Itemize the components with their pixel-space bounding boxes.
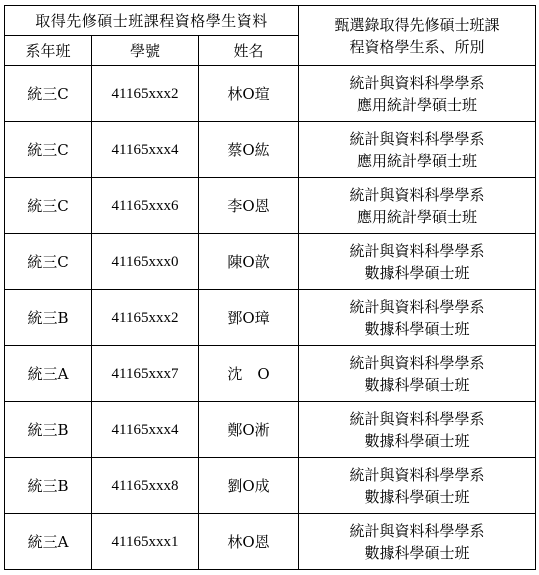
name-cell: 沈 O — [199, 346, 299, 402]
group-title: 取得先修碩士班課程資格學生資料 — [5, 6, 299, 36]
class-cell: 統三C — [5, 66, 92, 122]
dept-cell — [299, 514, 536, 570]
student-id-cell: 41165xxx2 — [92, 290, 199, 346]
table-row — [5, 346, 536, 402]
table-row — [5, 458, 536, 514]
table-row — [5, 402, 536, 458]
dept-line: 統計與資料科學學系 — [349, 73, 485, 92]
class-cell: 統三A — [5, 346, 92, 402]
student-id-cell: 41165xxx1 — [92, 514, 199, 570]
dept-line: 統計與資料科學學系 — [349, 521, 485, 540]
name-cell: 林O瑄 — [199, 66, 299, 122]
class-cell: 統三B — [5, 402, 92, 458]
class-cell: 統三B — [5, 290, 92, 346]
student-id-cell: 41165xxx4 — [92, 402, 199, 458]
program-line: 應用統計學碩士班 — [357, 95, 478, 114]
column-header-student-id: 學號 — [92, 36, 199, 66]
name-cell: 鄧O璋 — [199, 290, 299, 346]
dept-cell — [299, 346, 536, 402]
dept-line: 統計與資料科學學系 — [349, 185, 485, 204]
program-line: 數據科學碩士班 — [364, 263, 470, 282]
dept-line: 統計與資料科學學系 — [349, 129, 485, 148]
table-row — [5, 122, 536, 178]
table-row — [5, 514, 536, 570]
program-line: 數據科學碩士班 — [364, 543, 470, 562]
table-row — [5, 178, 536, 234]
program-line: 數據科學碩士班 — [364, 431, 470, 450]
dept-line: 統計與資料科學學系 — [349, 241, 485, 260]
dept-cell — [299, 66, 536, 122]
table-row — [5, 234, 536, 290]
dept-cell — [299, 458, 536, 514]
dept-cell — [299, 122, 536, 178]
name-cell: 蔡O紘 — [199, 122, 299, 178]
student-id-cell: 41165xxx2 — [92, 66, 199, 122]
program-line: 數據科學碩士班 — [364, 375, 470, 394]
program-line: 數據科學碩士班 — [364, 487, 470, 506]
name-cell: 劉O成 — [199, 458, 299, 514]
name-cell: 鄭O淅 — [199, 402, 299, 458]
student-id-cell: 41165xxx8 — [92, 458, 199, 514]
column-header-name: 姓名 — [199, 36, 299, 66]
name-cell: 林O恩 — [199, 514, 299, 570]
dept-cell — [299, 178, 536, 234]
name-cell: 陳O歆 — [199, 234, 299, 290]
class-cell: 統三B — [5, 458, 92, 514]
dept-cell — [299, 234, 536, 290]
program-line: 應用統計學碩士班 — [357, 207, 478, 226]
column-header-class: 系年班 — [5, 36, 92, 66]
dept-line: 統計與資料科學學系 — [349, 409, 485, 428]
dept-cell — [299, 290, 536, 346]
class-cell: 統三A — [5, 514, 92, 570]
student-id-cell: 41165xxx0 — [92, 234, 199, 290]
student-id-cell: 41165xxx7 — [92, 346, 199, 402]
result-title — [299, 6, 536, 66]
table-row — [5, 66, 536, 122]
table-row — [5, 290, 536, 346]
student-id-cell: 41165xxx6 — [92, 178, 199, 234]
class-cell: 統三C — [5, 122, 92, 178]
program-line: 數據科學碩士班 — [364, 319, 470, 338]
result-title-line-1: 甄選錄取得先修碩士班課 — [334, 15, 500, 34]
student-id-cell: 41165xxx4 — [92, 122, 199, 178]
dept-line: 統計與資料科學學系 — [349, 465, 485, 484]
class-cell: 統三C — [5, 178, 92, 234]
dept-line: 統計與資料科學學系 — [349, 297, 485, 316]
result-title-line-2: 程資格學生系、所別 — [349, 37, 485, 56]
class-cell: 統三C — [5, 234, 92, 290]
dept-cell — [299, 402, 536, 458]
header-row-1 — [5, 6, 536, 36]
name-cell: 李O恩 — [199, 178, 299, 234]
admission-table — [4, 5, 536, 570]
dept-line: 統計與資料科學學系 — [349, 353, 485, 372]
program-line: 應用統計學碩士班 — [357, 151, 478, 170]
